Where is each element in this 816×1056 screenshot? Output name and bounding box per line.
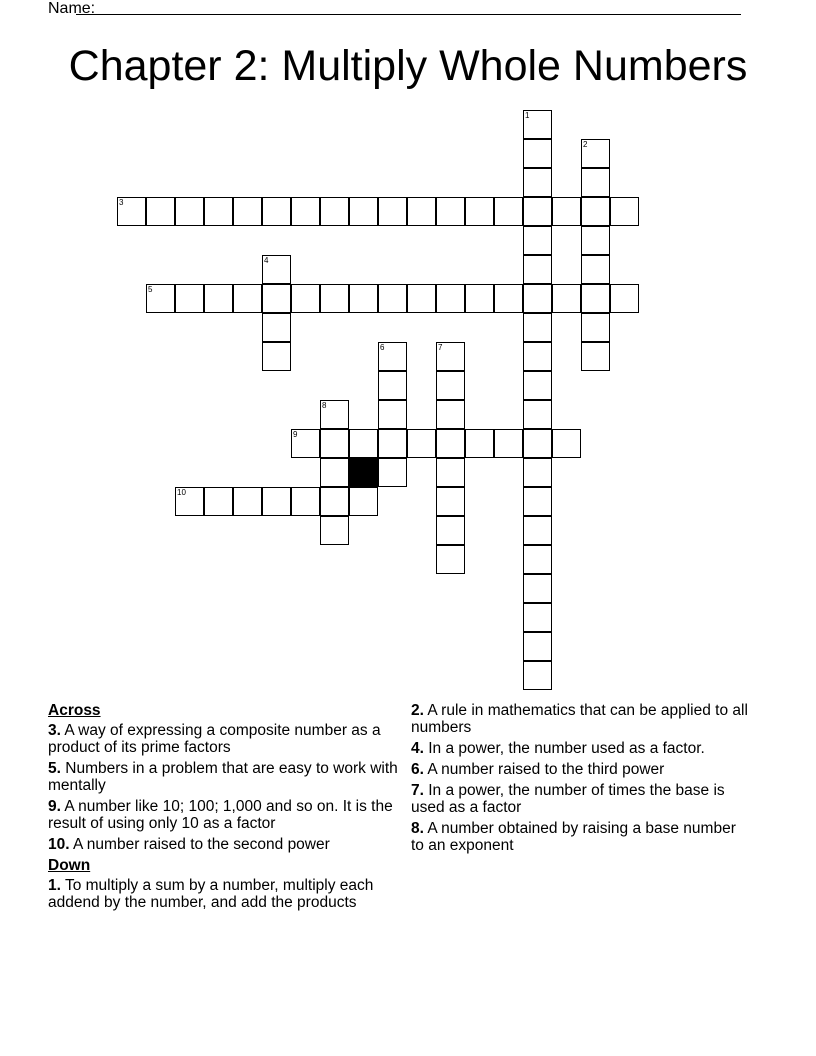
grid-cell[interactable] xyxy=(523,197,552,226)
clue-down-8 xyxy=(411,820,751,854)
grid-cell[interactable] xyxy=(291,197,320,226)
grid-cell[interactable] xyxy=(349,487,378,516)
grid-cell[interactable] xyxy=(523,545,552,574)
grid-cell[interactable] xyxy=(436,197,465,226)
clue-across-10 xyxy=(48,836,408,853)
grid-cell[interactable] xyxy=(436,516,465,545)
clues-column-left xyxy=(48,702,408,915)
grid-cell[interactable] xyxy=(262,197,291,226)
grid-cell[interactable] xyxy=(378,284,407,313)
grid-cell[interactable] xyxy=(494,197,523,226)
clue-text: Numbers in a problem that are easy to work with mentally xyxy=(48,760,398,794)
clue-across-9 xyxy=(48,798,408,832)
grid-cell[interactable] xyxy=(175,197,204,226)
grid-cell[interactable] xyxy=(610,284,639,313)
grid-cell[interactable] xyxy=(523,632,552,661)
grid-cell[interactable] xyxy=(581,226,610,255)
grid-cell[interactable] xyxy=(465,197,494,226)
grid-cell[interactable] xyxy=(552,429,581,458)
grid-cell[interactable] xyxy=(378,429,407,458)
clue-text: A rule in mathematics that can be applied to all numbers xyxy=(411,702,748,736)
grid-cell[interactable] xyxy=(233,284,262,313)
grid-cell[interactable] xyxy=(320,516,349,545)
clue-text: To multiply a sum by a number, multiply each addend by the number, and add the products xyxy=(48,877,374,911)
grid-cell[interactable] xyxy=(146,197,175,226)
grid-cell[interactable] xyxy=(523,139,552,168)
clue-number: 3. xyxy=(48,722,61,739)
grid-cell[interactable] xyxy=(436,342,465,371)
clue-number: 7. xyxy=(411,782,424,799)
grid-cell[interactable] xyxy=(523,516,552,545)
grid-cell[interactable] xyxy=(581,197,610,226)
grid-cell[interactable] xyxy=(465,429,494,458)
grid-cell[interactable] xyxy=(233,487,262,516)
grid-cell[interactable] xyxy=(175,487,204,516)
cell-number: 1 xyxy=(525,111,530,120)
clue-number: 2. xyxy=(411,702,424,719)
cell-number: 10 xyxy=(177,488,186,497)
grid-cell[interactable] xyxy=(349,197,378,226)
grid-cell[interactable] xyxy=(378,400,407,429)
grid-cell[interactable] xyxy=(494,284,523,313)
grid-cell[interactable] xyxy=(407,284,436,313)
clue-down-2 xyxy=(411,702,751,736)
grid-cell[interactable] xyxy=(523,458,552,487)
grid-cell[interactable] xyxy=(436,429,465,458)
clue-number: 9. xyxy=(48,798,61,815)
grid-blocked-cell xyxy=(349,458,378,487)
grid-cell[interactable] xyxy=(610,197,639,226)
grid-cell[interactable] xyxy=(320,429,349,458)
grid-cell[interactable] xyxy=(262,313,291,342)
grid-cell[interactable] xyxy=(523,429,552,458)
grid-cell[interactable] xyxy=(523,487,552,516)
down-heading: Down xyxy=(48,857,91,874)
grid-cell[interactable] xyxy=(523,574,552,603)
clue-number: 1. xyxy=(48,877,61,894)
clue-down-4 xyxy=(411,740,751,757)
grid-cell[interactable] xyxy=(523,226,552,255)
clue-text: A number like 10; 100; 1,000 and so on. It is the result of using only 10 as a factor xyxy=(48,798,393,832)
grid-cell[interactable] xyxy=(523,110,552,139)
grid-cell[interactable] xyxy=(320,458,349,487)
grid-cell[interactable] xyxy=(523,371,552,400)
grid-cell[interactable] xyxy=(262,284,291,313)
page-title: Chapter 2: Multiply Whole Numbers xyxy=(68,42,748,90)
clue-text: A way of expressing a composite number as a product of its prime factors xyxy=(48,722,381,756)
grid-cell[interactable] xyxy=(349,429,378,458)
clue-text: A number obtained by raising a base number to an exponent xyxy=(411,820,736,854)
grid-cell[interactable] xyxy=(436,284,465,313)
grid-cell[interactable] xyxy=(494,429,523,458)
clue-text: A number raised to the third power xyxy=(427,761,665,778)
clue-across-3 xyxy=(48,722,408,756)
clue-down-6 xyxy=(411,761,751,778)
cell-number: 3 xyxy=(119,198,124,207)
grid-cell[interactable] xyxy=(320,284,349,313)
grid-cell[interactable] xyxy=(523,661,552,690)
grid-cell[interactable] xyxy=(320,400,349,429)
grid-cell[interactable] xyxy=(320,197,349,226)
grid-cell[interactable] xyxy=(204,487,233,516)
grid-cell[interactable] xyxy=(320,487,349,516)
clues-column-right xyxy=(411,702,751,858)
grid-cell[interactable] xyxy=(378,342,407,371)
grid-cell[interactable] xyxy=(581,313,610,342)
grid-cell[interactable] xyxy=(291,284,320,313)
grid-cell[interactable] xyxy=(523,255,552,284)
name-label: Name: xyxy=(48,0,96,17)
grid-cell[interactable] xyxy=(436,487,465,516)
cell-number: 7 xyxy=(438,343,443,352)
cell-number: 9 xyxy=(293,430,298,439)
grid-cell[interactable] xyxy=(581,139,610,168)
grid-cell[interactable] xyxy=(378,458,407,487)
grid-cell[interactable] xyxy=(262,487,291,516)
clue-text: In a power, the number used as a factor. xyxy=(428,740,705,757)
clue-text: A number raised to the second power xyxy=(73,836,330,853)
grid-cell[interactable] xyxy=(378,197,407,226)
grid-cell[interactable] xyxy=(233,197,262,226)
grid-cell[interactable] xyxy=(552,284,581,313)
clue-across-5 xyxy=(48,760,408,794)
cell-number: 8 xyxy=(322,401,327,410)
grid-cell[interactable] xyxy=(378,371,407,400)
grid-cell[interactable] xyxy=(436,458,465,487)
grid-cell[interactable] xyxy=(581,168,610,197)
clue-down-1 xyxy=(48,877,408,911)
grid-cell[interactable] xyxy=(204,197,233,226)
grid-cell[interactable] xyxy=(436,371,465,400)
grid-cell[interactable] xyxy=(175,284,204,313)
clue-down-7 xyxy=(411,782,751,816)
grid-cell[interactable] xyxy=(523,284,552,313)
grid-cell[interactable] xyxy=(146,284,175,313)
grid-cell[interactable] xyxy=(291,429,320,458)
across-heading: Across xyxy=(48,702,101,719)
clue-number: 8. xyxy=(411,820,424,837)
cell-number: 4 xyxy=(264,256,269,265)
cell-number: 5 xyxy=(148,285,153,294)
clue-number: 10. xyxy=(48,836,70,853)
grid-cell[interactable] xyxy=(407,197,436,226)
cell-number: 2 xyxy=(583,140,588,149)
grid-cell[interactable] xyxy=(117,197,146,226)
grid-cell[interactable] xyxy=(291,487,320,516)
grid-cell[interactable] xyxy=(523,168,552,197)
clue-text: In a power, the number of times the base is used as a factor xyxy=(411,782,725,816)
grid-cell[interactable] xyxy=(436,545,465,574)
grid-cell[interactable] xyxy=(262,342,291,371)
clue-number: 4. xyxy=(411,740,424,757)
cell-number: 6 xyxy=(380,343,385,352)
grid-cell[interactable] xyxy=(581,284,610,313)
clue-number: 5. xyxy=(48,760,61,777)
grid-cell[interactable] xyxy=(581,342,610,371)
grid-cell[interactable] xyxy=(349,284,378,313)
grid-cell[interactable] xyxy=(523,313,552,342)
grid-cell[interactable] xyxy=(523,603,552,632)
grid-cell[interactable] xyxy=(581,255,610,284)
grid-cell[interactable] xyxy=(204,284,233,313)
grid-cell[interactable] xyxy=(407,429,436,458)
grid-cell[interactable] xyxy=(262,255,291,284)
grid-cell[interactable] xyxy=(436,400,465,429)
clue-number: 6. xyxy=(411,761,424,778)
grid-cell[interactable] xyxy=(523,400,552,429)
grid-cell[interactable] xyxy=(465,284,494,313)
grid-cell[interactable] xyxy=(552,197,581,226)
grid-cell[interactable] xyxy=(523,342,552,371)
